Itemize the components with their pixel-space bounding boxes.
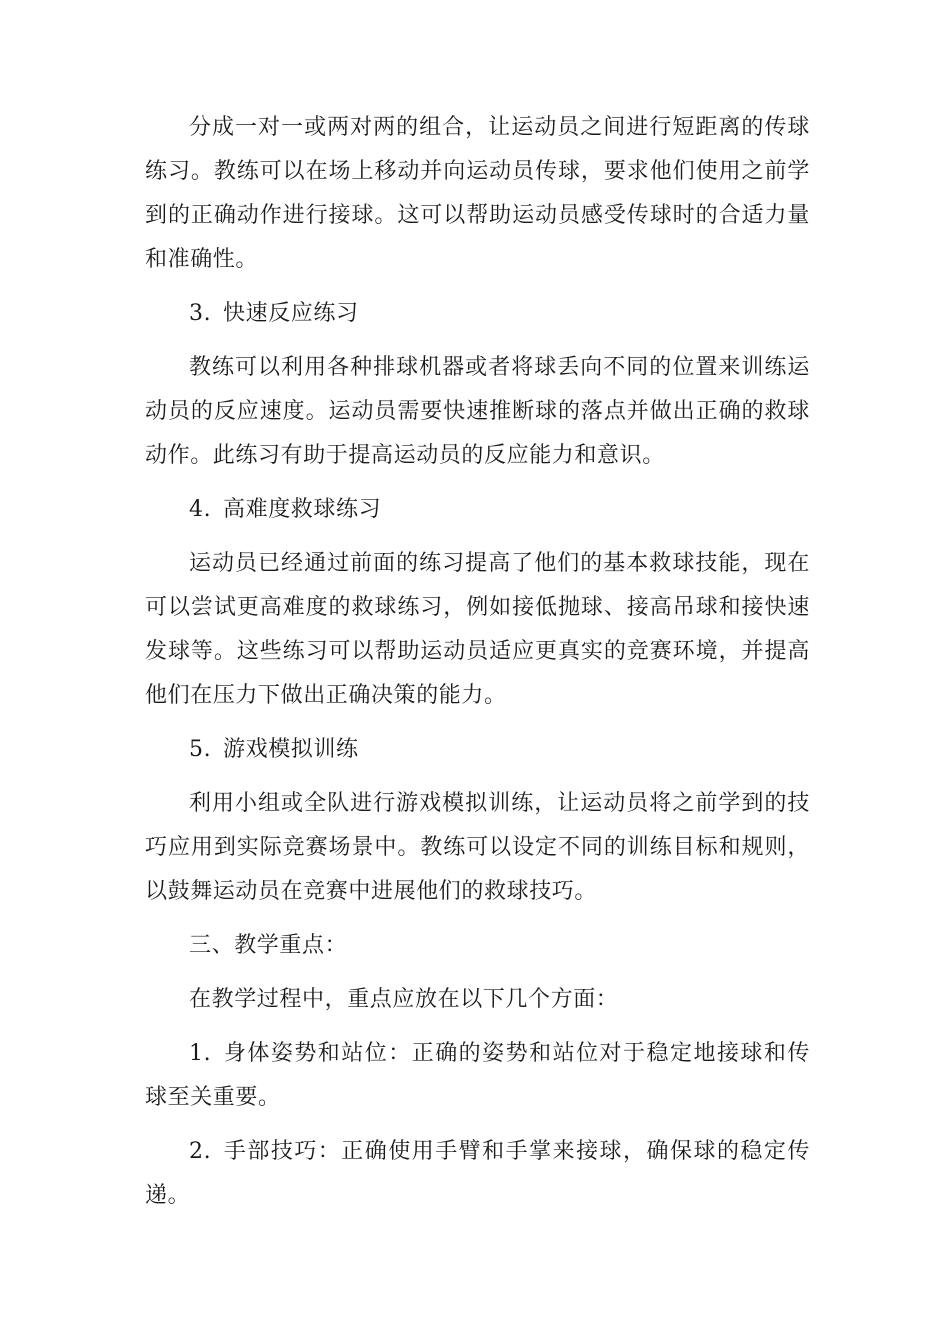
heading-text: 快速反应练习 xyxy=(223,301,359,326)
list-number: 2. xyxy=(189,1139,212,1164)
paragraph-game-simulation: 利用小组或全队进行游戏模拟训练，让运动员将之前学到的技巧应用到实际竞赛场景中。教练可以设定不同的训练目标和规则，以鼓舞运动员在竞赛中进展他们的救球技巧。 xyxy=(145,791,810,904)
heading-text: 游戏模拟训练 xyxy=(223,737,359,762)
paragraph-focus-intro: 在教学过程中，重点应放在以下几个方面： xyxy=(189,987,619,1012)
list-number: 4. xyxy=(189,497,212,522)
list-number: 5. xyxy=(189,737,212,762)
paragraph-pass-practice: 分成一对一或两对两的组合，让运动员之间进行短距离的传球练习。教练可以在场上移动并向运动员传球，要求他们使用之前学到的正确动作进行接球。这可以帮助运动员感受传球时的合适力量和准确性。 xyxy=(145,115,810,272)
heading-game-simulation xyxy=(145,728,810,772)
list-item-posture xyxy=(145,1032,810,1120)
section-title-teaching-focus: 三、教学重点： xyxy=(189,933,348,958)
paragraph-quick-reaction: 教练可以利用各种排球机器或者将球丢向不同的位置来训练运动员的反应速度。运动员需要快速推断球的落点并做出正确的救球动作。此练习有助于提高运动员的反应能力和意识。 xyxy=(145,355,810,468)
list-item-text: 手部技巧：正确使用手臂和手掌来接球，确保球的稳定传递。 xyxy=(145,1139,810,1208)
paragraph-hard-save: 运动员已经通过前面的练习提高了他们的基本救球技能，现在可以尝试更高难度的救球练习，例如接低抛球、接高吊球和接快速发球等。这些练习可以帮助运动员适应更真实的竞赛环境，并提高他们在压力下做出正确决策的能力。 xyxy=(145,551,810,708)
list-number: 1. xyxy=(189,1041,212,1066)
heading-text: 高难度救球练习 xyxy=(223,497,382,522)
heading-quick-reaction xyxy=(145,292,810,336)
list-number: 3. xyxy=(189,301,212,326)
document-body xyxy=(145,106,810,1228)
heading-hard-save xyxy=(145,488,810,532)
list-item-text: 身体姿势和站位：正确的姿势和站位对于稳定地接球和传球至关重要。 xyxy=(145,1041,810,1110)
list-item-hand-skill xyxy=(145,1130,810,1218)
